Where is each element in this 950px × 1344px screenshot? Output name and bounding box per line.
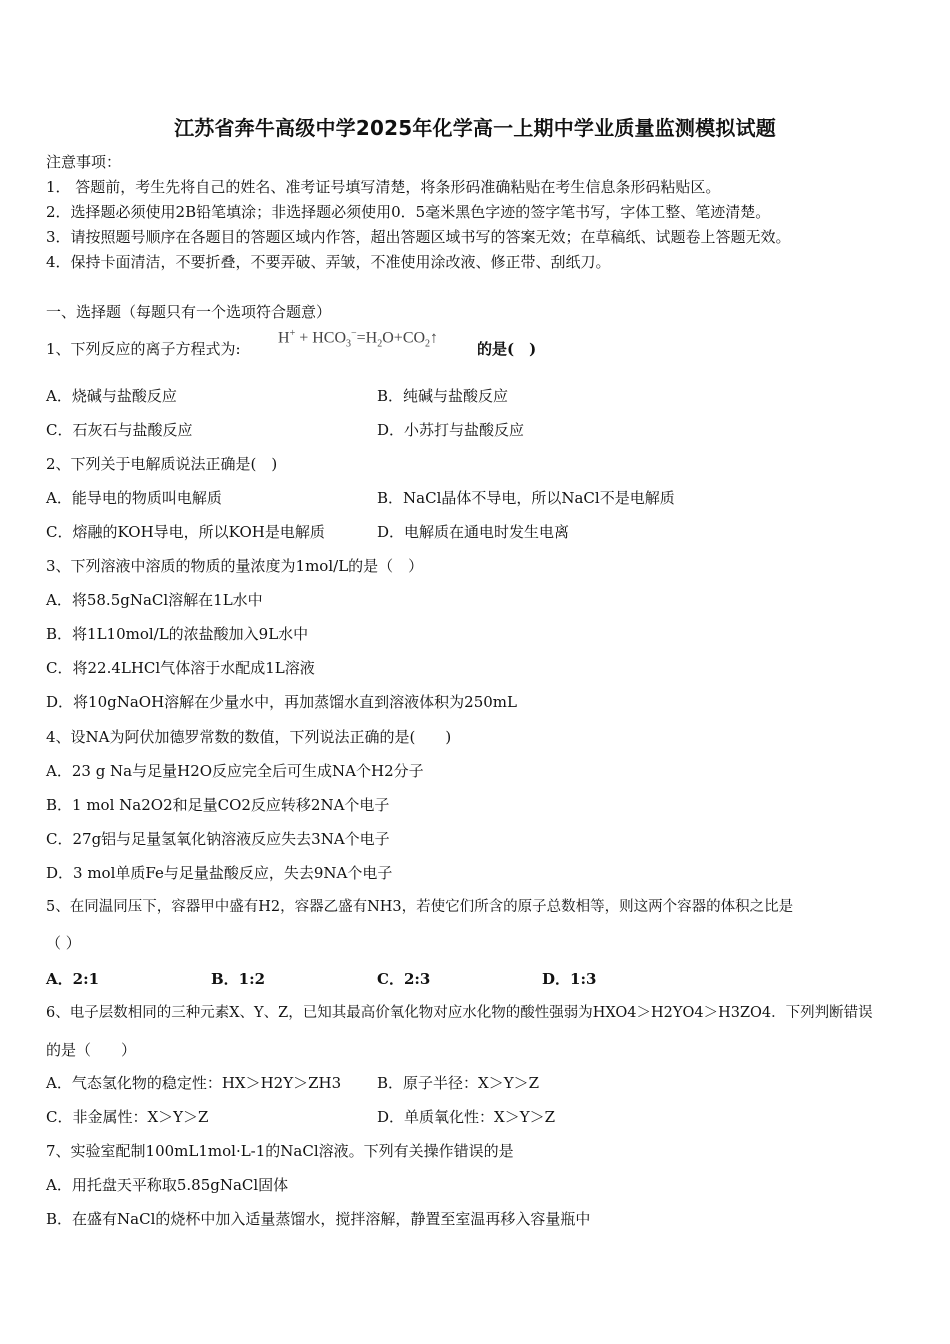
- q2-option-c: C．熔融的KOH导电，所以KOH是电解质: [46, 523, 325, 541]
- q1-stem-end: 的是( ): [477, 340, 537, 358]
- q5-option-a: A．2:1: [46, 970, 100, 988]
- notice-item-1: 1． 答题前，考生先将自己的姓名、准考证号填写清楚，将条形码准确粘贴在考生信息条形码粘贴区。: [46, 178, 721, 196]
- q5-stem-cont: （ ）: [46, 934, 81, 952]
- q5-option-b: B．1:2: [211, 970, 266, 988]
- q2-option-a: A．能导电的物质叫电解质: [46, 489, 222, 507]
- q2-stem: 2、下列关于电解质说法正确是( ): [46, 455, 278, 473]
- q4-option-b: B．1 mol Na2O2和足量CO2反应转移2NA个电子: [46, 796, 390, 814]
- q1-stem: 1、下列反应的离子方程式为:: [46, 340, 241, 358]
- notice-item-3: 3．请按照题号顺序在各题目的答题区域内作答，超出答题区域书写的答案无效；在草稿纸、试题卷上答题无效。: [46, 228, 791, 246]
- q7-option-a: A．用托盘天平称取5.85gNaCl固体: [46, 1176, 289, 1194]
- q6-stem: 6、电子层数相同的三种元素X、Y、Z，已知其最高价氧化物对应水化物的酸性强弱为HXO4＞H2YO4＞H3ZO4．下列判断错误: [46, 1005, 873, 1021]
- notice-heading: 注意事项：: [46, 153, 122, 171]
- q3-option-a: A．将58.5gNaCl溶解在1L水中: [46, 591, 263, 609]
- section-heading: 一、选择题（每题只有一个选项符合题意）: [46, 303, 332, 321]
- q5-option-c: C．2:3: [377, 970, 431, 988]
- q4-option-a: A．23 g Na与足量H2O反应完全后可生成NA个H2分子: [46, 762, 424, 780]
- q6-option-c: C．非金属性：X＞Y＞Z: [46, 1108, 209, 1126]
- q7-option-b: B．在盛有NaCl的烧杯中加入适量蒸馏水，搅拌溶解，静置至室温再移入容量瓶中: [46, 1210, 591, 1228]
- q1-option-b: B．纯碱与盐酸反应: [377, 387, 509, 405]
- q4-option-c: C．27g铝与足量氢氧化钠溶液反应失去3NA个电子: [46, 830, 390, 848]
- q6-option-b: B．原子半径：X＞Y＞Z: [377, 1074, 540, 1092]
- q1-option-a: A．烧碱与盐酸反应: [46, 387, 177, 405]
- q3-option-b: B．将1L10mol/L的浓盐酸加入9L水中: [46, 625, 309, 643]
- q3-option-d: D．将10gNaOH溶解在少量水中，再加蒸馏水直到溶液体积为250mL: [46, 693, 517, 711]
- q2-option-d: D．电解质在通电时发生电离: [377, 523, 570, 541]
- q7-stem: 7、实验室配制100mL1mol·L-1的NaCl溶液。下列有关操作错误的是: [46, 1142, 514, 1160]
- q1-option-c: C．石灰石与盐酸反应: [46, 421, 193, 439]
- q3-option-c: C．将22.4LHCl气体溶于水配成1L溶液: [46, 659, 315, 677]
- q6-option-a: A．气态氢化物的稳定性：HX＞H2Y＞ZH3: [46, 1074, 342, 1092]
- page-title: 江苏省奔牛高级中学2025年化学高一上期中学业质量监测模拟试题: [174, 116, 776, 140]
- q2-option-b: B．NaCl晶体不导电，所以NaCl不是电解质: [377, 489, 675, 507]
- q5-stem: 5、在同温同压下，容器甲中盛有H2，容器乙盛有NH3，若使它们所含的原子总数相等，则这两个容器的体积之比是: [46, 899, 794, 915]
- q4-stem: 4、设NA为阿伏加德罗常数的数值，下列说法正确的是( ): [46, 728, 452, 746]
- notice-item-4: 4．保持卡面清洁，不要折叠，不要弄破、弄皱，不准使用涂改液、修正带、刮纸刀。: [46, 253, 611, 271]
- q6-option-d: D．单质氧化性：X＞Y＞Z: [377, 1108, 556, 1126]
- q4-option-d: D．3 mol单质Fe与足量盐酸反应，失去9NA个电子: [46, 864, 393, 882]
- notice-item-2: 2．选择题必须使用2B铅笔填涂；非选择题必须使用0．5毫米黑色字迹的签字笔书写，字体工整、笔迹清楚。: [46, 203, 771, 221]
- q1-ion-equation: $H^+ + HCO_3^-=H_2O+CO_2↑$: [278, 328, 439, 350]
- q6-stem-cont: 的是（ ）: [46, 1041, 137, 1059]
- q1-option-d: D．小苏打与盐酸反应: [377, 421, 525, 439]
- q3-stem: 3、下列溶液中溶质的物质的量浓度为1mol/L的是（ ）: [46, 557, 424, 575]
- q5-option-d: D．1:3: [542, 970, 597, 988]
